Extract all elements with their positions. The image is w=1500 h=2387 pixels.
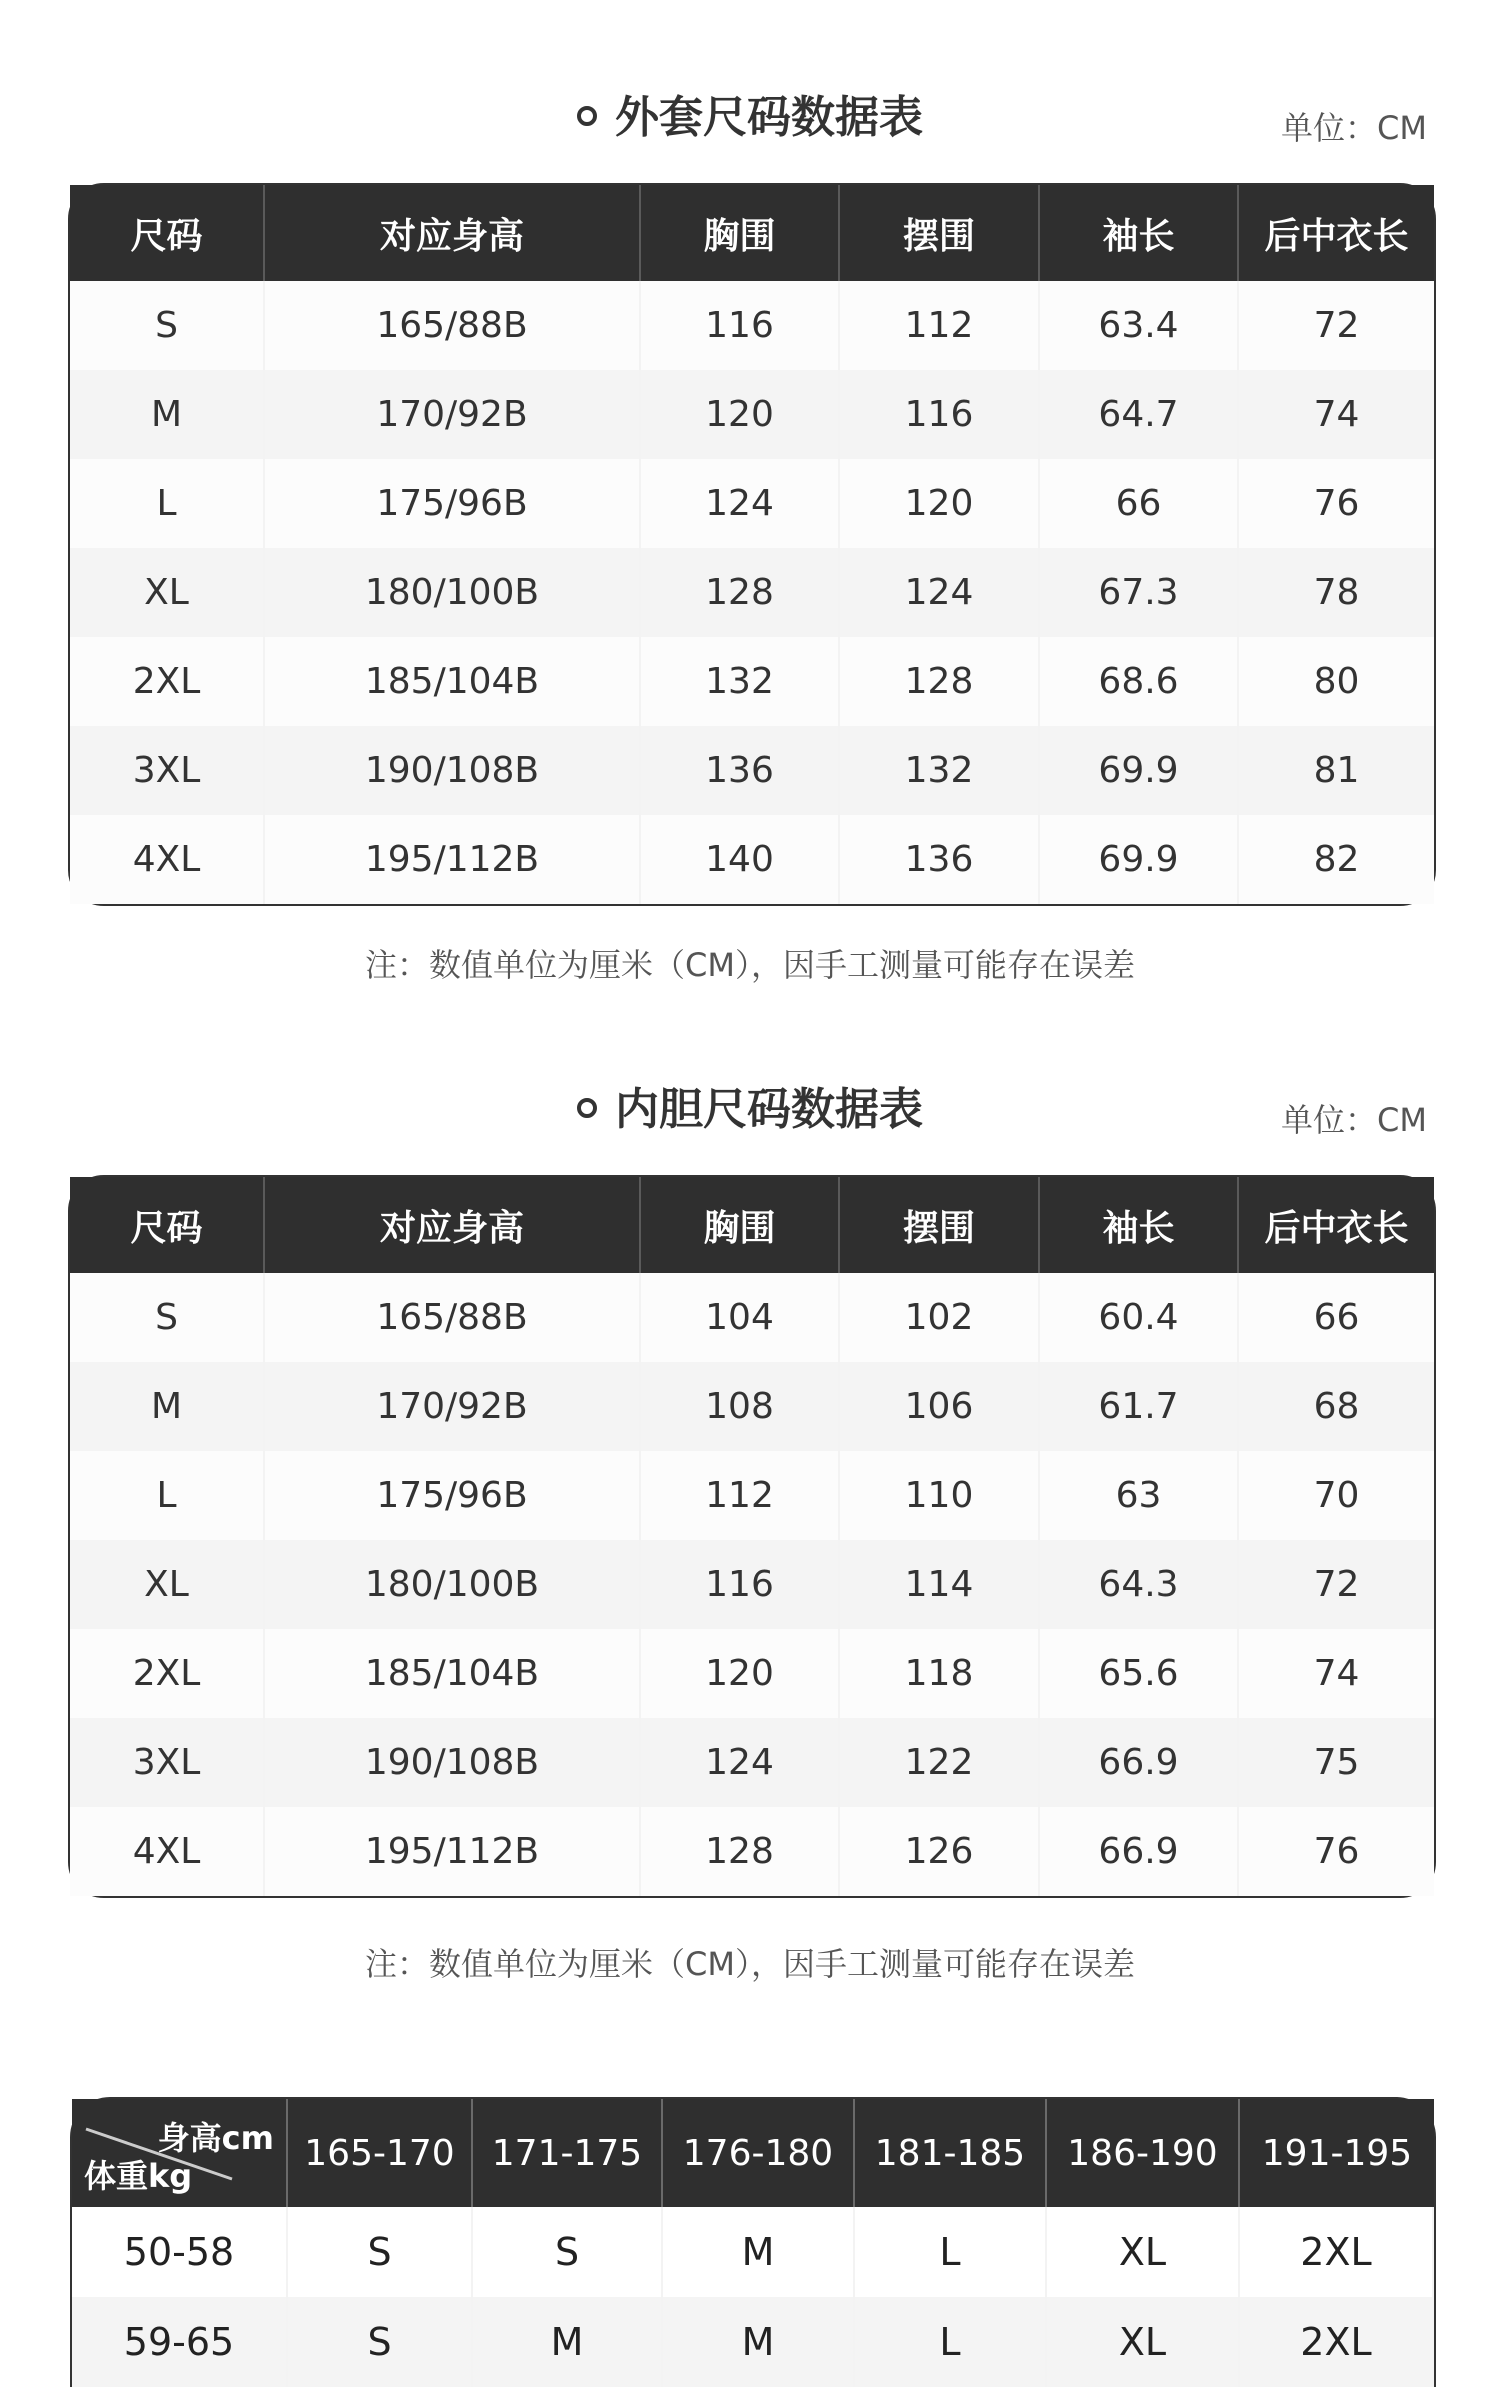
table-row <box>70 637 1434 726</box>
table-row <box>70 726 1434 815</box>
height-range-header: 181-185 <box>855 2099 1047 2207</box>
table-header-row <box>70 185 1434 281</box>
table-cell: 72 <box>1239 1540 1434 1629</box>
table-row <box>70 370 1434 459</box>
table-cell: 128 <box>840 637 1040 726</box>
table-cell: 114 <box>840 1540 1040 1629</box>
table-cell: 76 <box>1239 1807 1434 1896</box>
table-row <box>70 1273 1434 1362</box>
table-cell: 110 <box>840 1451 1040 1540</box>
table-cell: 63.4 <box>1040 281 1239 370</box>
table-cell: 66 <box>1239 1273 1434 1362</box>
table-cell: 65.6 <box>1040 1629 1239 1718</box>
table-cell: 74 <box>1239 370 1434 459</box>
table-cell: 132 <box>641 637 840 726</box>
table-cell: 66.9 <box>1040 1807 1239 1896</box>
outer-unit-label: 单位：CM <box>1281 109 1427 147</box>
inner-title-text: 内胆尺码数据表 <box>615 1084 923 1135</box>
table-cell: 120 <box>641 1629 840 1718</box>
table-cell: 126 <box>840 1807 1040 1896</box>
table-cell: 74 <box>1239 1629 1434 1718</box>
column-header: 对应身高 <box>265 1177 641 1273</box>
table-cell: 175/96B <box>265 1451 641 1540</box>
recommended-size-cell: XL <box>1047 2297 1240 2387</box>
table-cell: 69.9 <box>1040 726 1239 815</box>
outer-title-text: 外套尺码数据表 <box>615 92 923 143</box>
table-cell: 190/108B <box>265 726 641 815</box>
table-cell: 175/96B <box>265 459 641 548</box>
table-cell: 66.9 <box>1040 1718 1239 1807</box>
table-cell: 116 <box>641 281 840 370</box>
table-header-row <box>70 1177 1434 1273</box>
table-cell: 104 <box>641 1273 840 1362</box>
table-cell: 64.3 <box>1040 1540 1239 1629</box>
table-cell: 3XL <box>70 1718 265 1807</box>
table-cell: 195/112B <box>265 815 641 904</box>
table-cell: 124 <box>641 459 840 548</box>
table-cell: 72 <box>1239 281 1434 370</box>
table-cell: 108 <box>641 1362 840 1451</box>
table-cell: 195/112B <box>265 1807 641 1896</box>
table-cell: 116 <box>840 370 1040 459</box>
table-cell: 190/108B <box>265 1718 641 1807</box>
outer-note: 注：数值单位为厘米（CM），因手工测量可能存在误差 <box>365 946 1135 984</box>
table-cell: S <box>70 1273 265 1362</box>
table-cell: 132 <box>840 726 1040 815</box>
table-cell: 165/88B <box>265 281 641 370</box>
table-cell: M <box>70 1362 265 1451</box>
recommended-size-cell: L <box>855 2207 1047 2297</box>
corner-header-cell <box>72 2099 288 2207</box>
table-cell: 170/92B <box>265 1362 641 1451</box>
table-cell: 118 <box>840 1629 1040 1718</box>
table-cell: 3XL <box>70 726 265 815</box>
table-cell: 4XL <box>70 815 265 904</box>
recommended-size-cell: M <box>663 2207 855 2297</box>
column-header: 袖长 <box>1040 185 1239 281</box>
height-range-header: 176-180 <box>663 2099 855 2207</box>
table-cell: 180/100B <box>265 548 641 637</box>
recommended-size-cell: S <box>288 2207 473 2297</box>
height-range-header: 171-175 <box>473 2099 663 2207</box>
recommended-size-cell: S <box>288 2297 473 2387</box>
table-cell: 116 <box>641 1540 840 1629</box>
table-cell: 185/104B <box>265 1629 641 1718</box>
table-cell: 69.9 <box>1040 815 1239 904</box>
column-header: 后中衣长 <box>1239 185 1434 281</box>
table-row <box>70 1540 1434 1629</box>
table-cell: L <box>70 459 265 548</box>
recommended-size-cell: XL <box>1047 2207 1240 2297</box>
column-header: 尺码 <box>70 185 265 281</box>
table-cell: L <box>70 1451 265 1540</box>
table-row <box>70 548 1434 637</box>
table-cell: 136 <box>840 815 1040 904</box>
table-cell: 81 <box>1239 726 1434 815</box>
table-cell: 128 <box>641 548 840 637</box>
table-cell: XL <box>70 1540 265 1629</box>
table-cell: 120 <box>641 370 840 459</box>
table-cell: 80 <box>1239 637 1434 726</box>
table-cell: 82 <box>1239 815 1434 904</box>
inner-size-table <box>68 1175 1436 1898</box>
height-range-header: 191-195 <box>1240 2099 1434 2207</box>
table-cell: 2XL <box>70 637 265 726</box>
recommended-size-cell: 2XL <box>1240 2297 1434 2387</box>
table-cell: 124 <box>641 1718 840 1807</box>
column-header: 摆围 <box>840 1177 1040 1273</box>
circle-bullet-icon <box>577 106 597 126</box>
table-header-row <box>72 2099 1434 2207</box>
recommend-size-table <box>70 2097 1436 2387</box>
table-cell: 165/88B <box>265 1273 641 1362</box>
table-cell: 170/92B <box>265 370 641 459</box>
table-cell: 4XL <box>70 1807 265 1896</box>
table-row <box>70 459 1434 548</box>
table-row <box>70 1451 1434 1540</box>
height-range-header: 186-190 <box>1047 2099 1240 2207</box>
column-header: 胸围 <box>641 1177 840 1273</box>
table-cell: 112 <box>641 1451 840 1540</box>
recommended-size-cell: M <box>663 2297 855 2387</box>
recommended-size-cell: M <box>473 2297 663 2387</box>
recommended-size-cell: 2XL <box>1240 2207 1434 2297</box>
table-row <box>70 1807 1434 1896</box>
table-cell: 112 <box>840 281 1040 370</box>
table-row <box>72 2297 1434 2387</box>
table-cell: 66 <box>1040 459 1239 548</box>
table-cell: 63 <box>1040 1451 1239 1540</box>
table-row <box>72 2207 1434 2297</box>
table-cell: 140 <box>641 815 840 904</box>
table-cell: 128 <box>641 1807 840 1896</box>
table-cell: 124 <box>840 548 1040 637</box>
table-row <box>70 815 1434 904</box>
table-cell: 106 <box>840 1362 1040 1451</box>
table-cell: S <box>70 281 265 370</box>
table-cell: 75 <box>1239 1718 1434 1807</box>
table-cell: 122 <box>840 1718 1040 1807</box>
table-cell: 68.6 <box>1040 637 1239 726</box>
recommended-size-cell: S <box>473 2207 663 2297</box>
weight-range-cell: 50-58 <box>72 2207 288 2297</box>
table-cell: 60.4 <box>1040 1273 1239 1362</box>
table-cell: 120 <box>840 459 1040 548</box>
table-cell: 180/100B <box>265 1540 641 1629</box>
table-cell: 68 <box>1239 1362 1434 1451</box>
table-cell: XL <box>70 548 265 637</box>
inner-unit-label: 单位：CM <box>1281 1101 1427 1139</box>
table-row <box>70 1362 1434 1451</box>
column-header: 摆围 <box>840 185 1040 281</box>
table-cell: 102 <box>840 1273 1040 1362</box>
weight-range-cell: 59-65 <box>72 2297 288 2387</box>
inner-title <box>0 1082 1500 1138</box>
table-row <box>70 281 1434 370</box>
circle-bullet-icon <box>577 1098 597 1118</box>
table-cell: 70 <box>1239 1451 1434 1540</box>
height-range-header: 165-170 <box>288 2099 473 2207</box>
inner-note: 注：数值单位为厘米（CM），因手工测量可能存在误差 <box>365 1945 1135 1983</box>
table-cell: 76 <box>1239 459 1434 548</box>
height-axis-label: 身高cm <box>157 2119 274 2157</box>
recommended-size-cell: L <box>855 2297 1047 2387</box>
outer-size-table <box>68 183 1436 906</box>
table-cell: 78 <box>1239 548 1434 637</box>
table-cell: 2XL <box>70 1629 265 1718</box>
table-cell: M <box>70 370 265 459</box>
outer-title <box>0 90 1500 146</box>
weight-axis-label: 体重kg <box>84 2157 193 2195</box>
column-header: 对应身高 <box>265 185 641 281</box>
table-cell: 64.7 <box>1040 370 1239 459</box>
table-cell: 61.7 <box>1040 1362 1239 1451</box>
table-cell: 136 <box>641 726 840 815</box>
column-header: 袖长 <box>1040 1177 1239 1273</box>
table-row <box>70 1718 1434 1807</box>
column-header: 胸围 <box>641 185 840 281</box>
table-row <box>70 1629 1434 1718</box>
column-header: 尺码 <box>70 1177 265 1273</box>
table-cell: 67.3 <box>1040 548 1239 637</box>
column-header: 后中衣长 <box>1239 1177 1434 1273</box>
table-cell: 185/104B <box>265 637 641 726</box>
